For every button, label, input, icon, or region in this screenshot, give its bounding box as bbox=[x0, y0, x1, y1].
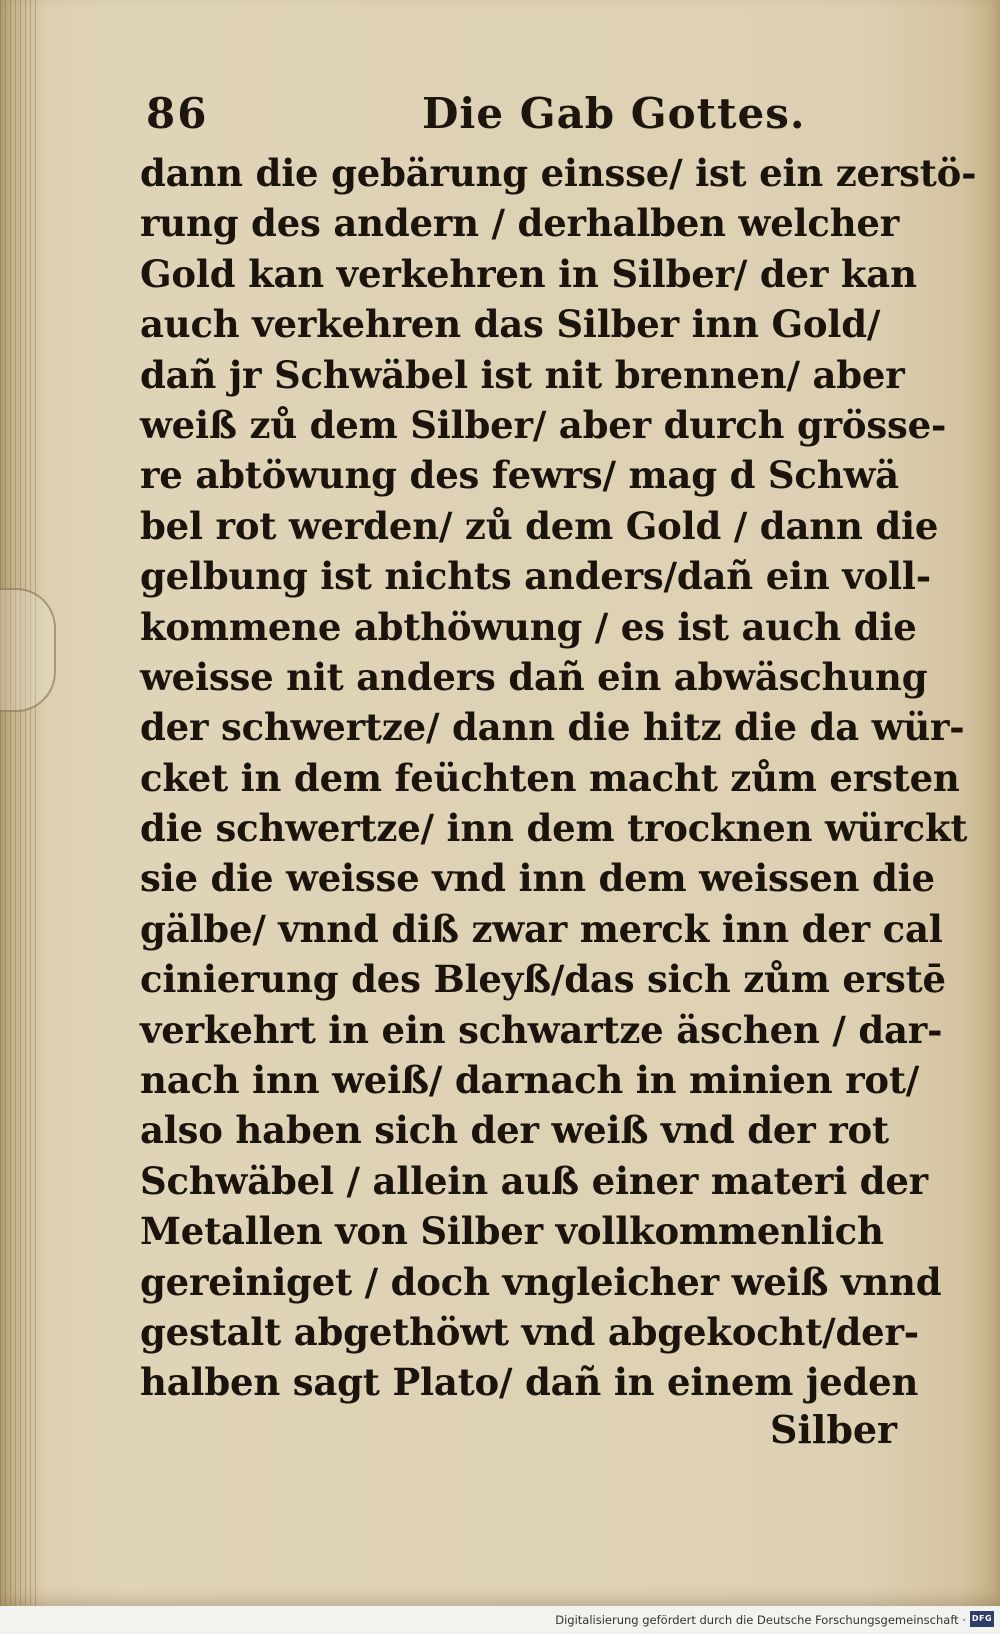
running-title: Die Gab Gottes. bbox=[422, 89, 806, 138]
text-line-8: bel rot werden/ zů dem Gold / dann die bbox=[140, 503, 939, 548]
text-line-19: nach inn weiß/ darnach in minien rot/ bbox=[140, 1058, 920, 1103]
text-line-9: gelbung ist nichts anders/dañ ein voll- bbox=[140, 554, 931, 599]
text-line-20: also haben sich der weiß vnd der rot bbox=[140, 1108, 889, 1153]
text-line-1: dann die gebärung einsse/ ist ein zerstö- bbox=[140, 151, 977, 195]
text-line-16: gälbe/ vnnd diß zwar merck inn der cal bbox=[140, 906, 943, 951]
book-clasp-shape bbox=[0, 588, 56, 712]
funding-note: Digitalisierung gefördert durch die Deutsche Forschungsgemeinschaft · bbox=[555, 1613, 966, 1627]
text-line-2: rung des andern / derhalben welcher bbox=[140, 201, 900, 246]
text-line-6: weiß zů dem Silber/ aber durch grösse- bbox=[140, 402, 947, 447]
text-line-11: weisse nit anders dañ ein abwäschung bbox=[140, 654, 928, 699]
dfg-logo: DFG bbox=[970, 1611, 994, 1627]
text-line-17: cinierung des Bleyß/das sich zům erstē bbox=[140, 957, 946, 1002]
text-line-23: gereiniget / doch vngleicher weiß vnnd bbox=[140, 1259, 942, 1304]
text-line-5: dañ jr Schwäbel ist nit brennen/ aber bbox=[140, 352, 905, 397]
catchword: Silber bbox=[770, 1407, 898, 1452]
text-line-4: auch verkehren das Silber inn Gold/ bbox=[140, 302, 881, 347]
text-line-3: Gold kan verkehren in Silber/ der kan bbox=[140, 251, 917, 296]
text-line-21: Schwäbel / allein auß einer materi der bbox=[140, 1158, 928, 1203]
text-line-13: cket in dem feüchten macht zům ersten bbox=[140, 755, 960, 800]
text-line-7: re abtöwung des fewrs/ mag d Schwä bbox=[140, 453, 899, 498]
text-line-12: der schwertze/ dann die hitz die da wür- bbox=[140, 705, 965, 750]
text-line-10: kommene abthöwung / es ist auch die bbox=[140, 604, 917, 649]
text-line-24: gestalt abgethöwt vnd abgekocht/der- bbox=[140, 1309, 919, 1354]
text-line-25: halben sagt Plato/ dañ in einem jeden bbox=[140, 1360, 919, 1405]
page-number: 86 bbox=[146, 89, 209, 138]
text-line-22: Metallen von Silber vollkommenlich bbox=[140, 1209, 884, 1254]
stacked-page-edges bbox=[0, 0, 40, 1606]
text-line-15: sie die weisse vnd inn dem weissen die bbox=[140, 856, 935, 901]
running-head bbox=[146, 84, 846, 144]
digitization-footer bbox=[0, 1606, 1000, 1634]
text-line-14: die schwertze/ inn dem trocknen würckt bbox=[140, 806, 968, 851]
body-text bbox=[140, 148, 977, 1408]
text-line-18: verkehrt in ein schwartze äschen / dar- bbox=[140, 1007, 943, 1052]
